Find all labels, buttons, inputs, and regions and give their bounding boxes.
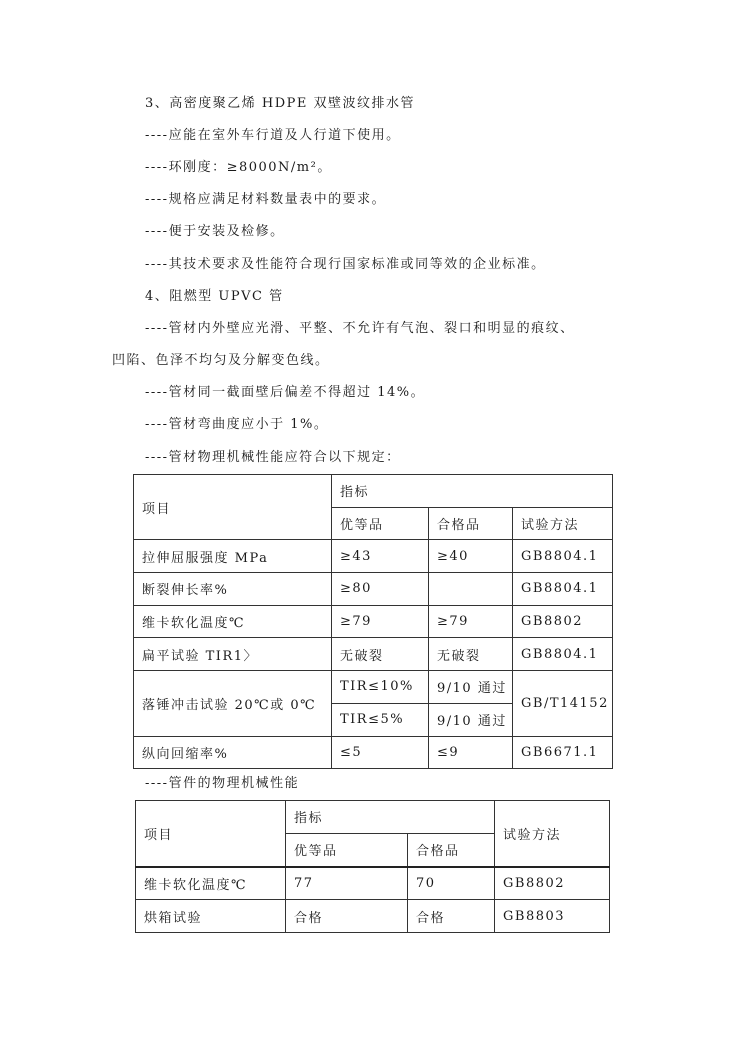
cell-qualified: 70: [408, 867, 495, 900]
cell-qualified: 合格: [408, 900, 495, 933]
cell-item: 拉伸屈服强度 MPa: [134, 540, 332, 573]
cell-qualified: [429, 573, 513, 606]
fittings-properties-table: [135, 800, 610, 933]
cell-excellent: TIR≤5%: [332, 703, 429, 736]
paragraph: ----环刚度：≥8000N/m²。: [145, 160, 332, 175]
cell-excellent: ≥80: [332, 573, 429, 606]
header-qualified: 合格品: [429, 507, 513, 540]
cell-qualified: ≥79: [429, 605, 513, 638]
header-index: 指标: [332, 475, 613, 508]
paragraph: ----便于安装及检修。: [145, 224, 285, 239]
heading-upvc: 4、阻燃型 UPVC 管: [145, 289, 284, 304]
table-row: [134, 573, 613, 606]
paragraph: ----规格应满足材料数量表中的要求。: [145, 192, 387, 207]
header-excellent: 优等品: [286, 833, 408, 866]
cell-excellent: ≥43: [332, 540, 429, 573]
header-item: 项目: [134, 475, 332, 540]
cell-method: GB8804.1: [513, 573, 613, 606]
cell-excellent: TIR≤10%: [332, 671, 429, 704]
cell-excellent: 合格: [286, 900, 408, 933]
table-row: [134, 736, 613, 769]
cell-method: GB8804.1: [513, 638, 613, 671]
cell-item: 维卡软化温度℃: [134, 605, 332, 638]
pipe-properties-table: [133, 474, 613, 769]
heading-hdpe: 3、高密度聚乙烯 HDPE 双壁波纹排水管: [145, 96, 416, 111]
cell-excellent: 77: [286, 867, 408, 900]
cell-method: GB8803: [495, 900, 610, 933]
table-row: [134, 605, 613, 638]
cell-excellent: ≤5: [332, 736, 429, 769]
table-row: [134, 671, 613, 704]
cell-method: GB6671.1: [513, 736, 613, 769]
cell-item: 落锤冲击试验 20℃或 0℃: [134, 671, 332, 736]
header-index: 指标: [286, 801, 495, 834]
cell-item: 维卡软化温度℃: [136, 867, 286, 900]
header-excellent: 优等品: [332, 507, 429, 540]
cell-qualified: ≤9: [429, 736, 513, 769]
table-row: [134, 540, 613, 573]
cell-method: GB/T14152: [513, 671, 613, 736]
cell-method: GB8802: [513, 605, 613, 638]
cell-method: GB8804.1: [513, 540, 613, 573]
table-header-row: [134, 475, 613, 508]
cell-item: 扁平试验 TIR1〉: [134, 638, 332, 671]
cell-qualified: ≥40: [429, 540, 513, 573]
paragraph: ----管材弯曲度应小于 1%。: [145, 417, 329, 432]
cell-qualified: 无破裂: [429, 638, 513, 671]
paragraph: 凹陷、色泽不均匀及分解变色线。: [112, 353, 330, 368]
paragraph: ----管材物理机械性能应符合以下规定：: [145, 450, 401, 465]
cell-qualified: 9/10 通过: [429, 703, 513, 736]
header-qualified: 合格品: [408, 833, 495, 866]
header-method: 试验方法: [495, 801, 610, 867]
table-row: [134, 638, 613, 671]
paragraph: ----管材同一截面壁后偏差不得超过 14%。: [145, 385, 426, 400]
header-item: 项目: [136, 801, 286, 867]
cell-qualified: 9/10 通过: [429, 671, 513, 704]
header-method: 试验方法: [513, 507, 613, 540]
table-row: [136, 900, 610, 933]
cell-item: 纵向回缩率%: [134, 736, 332, 769]
cell-item: 烘箱试验: [136, 900, 286, 933]
paragraph: ----管材内外壁应光滑、平整、不允许有气泡、裂口和明显的痕纹、: [145, 321, 575, 336]
table-header-row: [136, 801, 610, 834]
paragraph: ----其技术要求及性能符合现行国家标准或同等效的企业标准。: [145, 257, 546, 272]
cell-item: 断裂伸长率%: [134, 573, 332, 606]
paragraph: ----应能在室外车行道及人行道下使用。: [145, 128, 401, 143]
cell-excellent: ≥79: [332, 605, 429, 638]
fittings-caption: ----管件的物理机械性能: [145, 776, 300, 791]
cell-excellent: 无破裂: [332, 638, 429, 671]
table-row: [136, 867, 610, 900]
cell-method: GB8802: [495, 867, 610, 900]
